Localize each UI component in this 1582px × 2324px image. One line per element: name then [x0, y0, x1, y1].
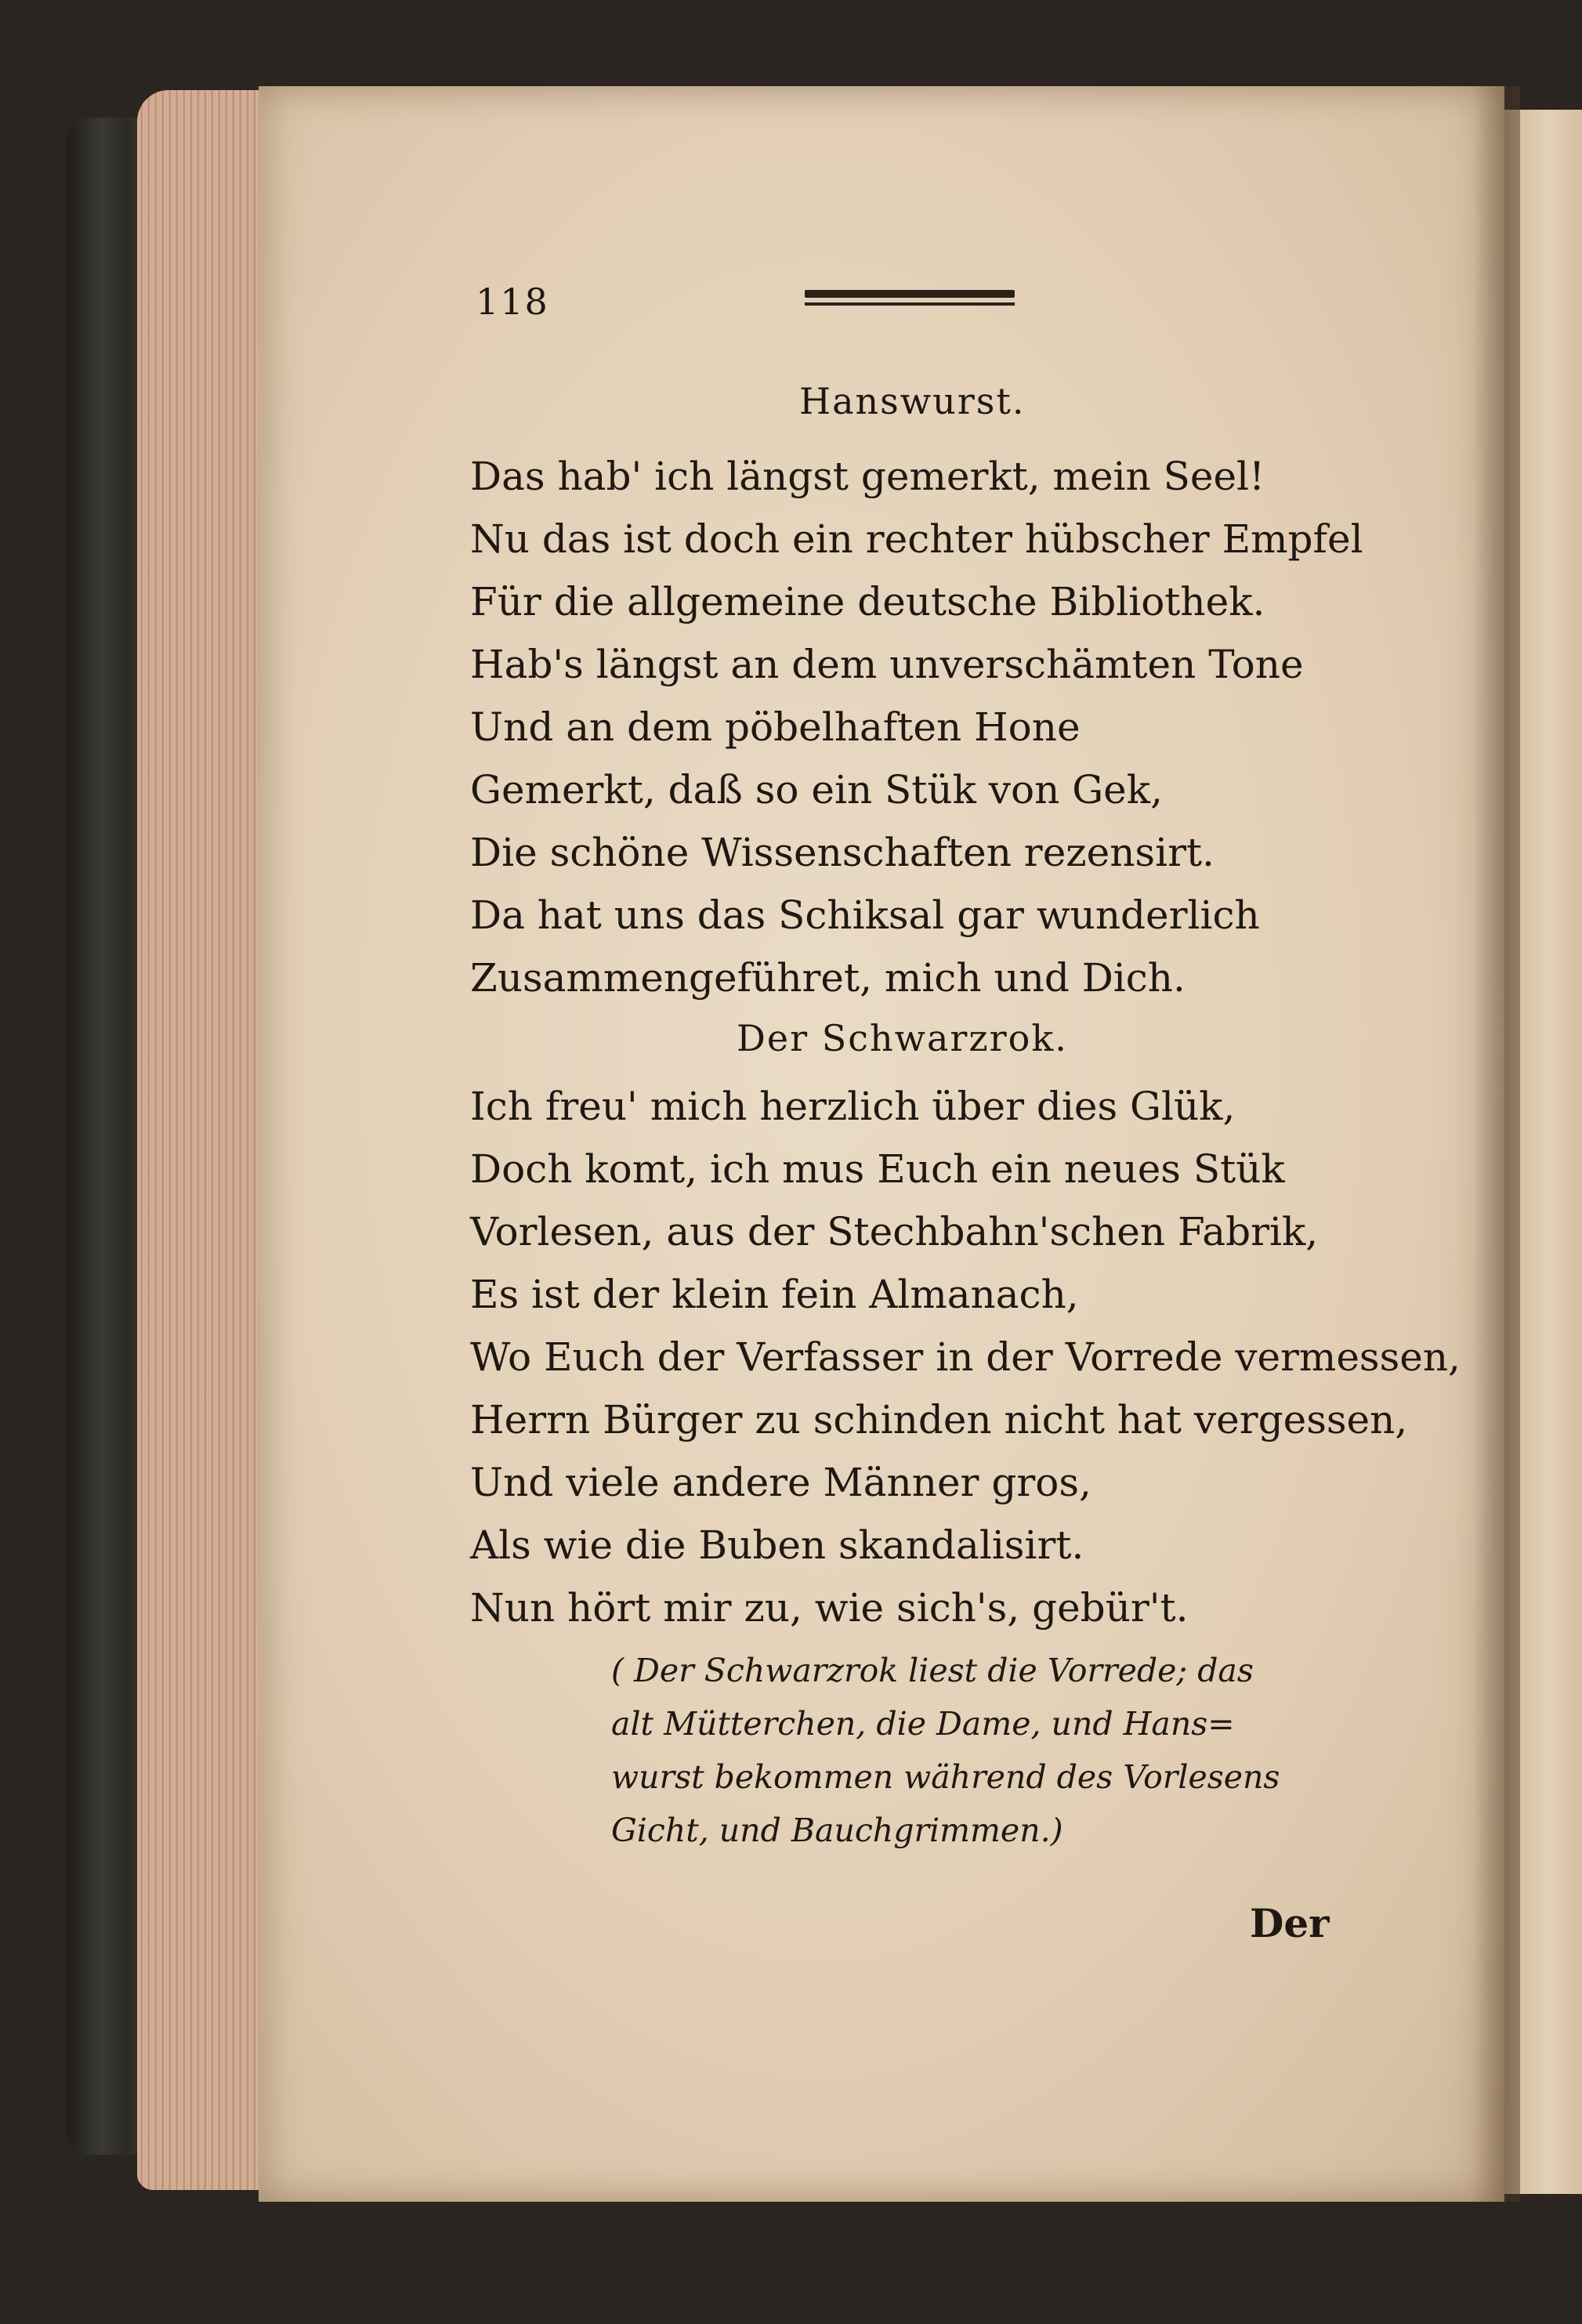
catchword: Der: [1250, 1900, 1330, 1946]
verse-line: Das hab' ich längst gemerkt, mein Seel!: [470, 454, 1265, 499]
verse-line: Gemerkt, daß so ein Stük von Gek,: [470, 767, 1163, 813]
page-number: 118: [476, 281, 549, 323]
verse-line: Wo Euch der Verfasser in der Vorrede vermessen,: [470, 1334, 1461, 1380]
verse-line: Es ist der klein fein Almanach,: [470, 1272, 1079, 1317]
stage-direction-line: wurst bekommen während des Vorlesens: [611, 1758, 1280, 1796]
verse-line: Zusammengeführet, mich und Dich.: [470, 955, 1186, 1001]
verse-line: Und an dem pöbelhaften Hone: [470, 704, 1081, 750]
verse-line: Nu das ist doch ein rechter hübscher Empfel: [470, 516, 1363, 562]
stage-direction-line: Gicht, und Bauchgrimmen.): [611, 1812, 1063, 1849]
speaker-heading: Hanswurst.: [799, 380, 1026, 422]
speaker-heading: Der Schwarzrok.: [737, 1017, 1068, 1059]
header-rule-thin: [805, 302, 1015, 306]
gutter-shadow: [1473, 86, 1520, 2202]
verse-line: Als wie die Buben skandalisirt.: [470, 1522, 1084, 1568]
verse-line: Doch komt, ich mus Euch ein neues Stük: [470, 1146, 1285, 1192]
verse-block: [470, 1075, 1461, 1639]
page-edges: [137, 90, 270, 2190]
stage-direction-line: ( Der Schwarzrok liest die Vorrede; das: [611, 1652, 1254, 1689]
verse-line: Für die allgemeine deutsche Bibliothek.: [470, 579, 1265, 624]
header-rule: [805, 290, 1015, 306]
stage-direction-line: alt Mütterchen, die Dame, und Hans=: [611, 1705, 1235, 1743]
verse-line: Ich freu' mich herzlich über dies Glük,: [470, 1084, 1236, 1129]
verse-line: Die schöne Wissenschaften rezensirt.: [470, 830, 1215, 875]
verse-line: Nun hört mir zu, wie sich's, gebür't.: [470, 1585, 1189, 1631]
verse-block: [470, 445, 1363, 1009]
verse-line: Hab's längst an dem unverschämten Tone: [470, 642, 1304, 687]
verse-line: Da hat uns das Schiksal gar wunderlich: [470, 892, 1260, 938]
stage-direction: [611, 1644, 1395, 1857]
verse-line: Herrn Bürger zu schinden nicht hat vergessen,: [470, 1397, 1408, 1443]
verse-line: Vorlesen, aus der Stechbahn'schen Fabrik,: [470, 1209, 1319, 1254]
header-rule-thick: [805, 290, 1015, 298]
verse-line: Und viele andere Männer gros,: [470, 1460, 1091, 1505]
